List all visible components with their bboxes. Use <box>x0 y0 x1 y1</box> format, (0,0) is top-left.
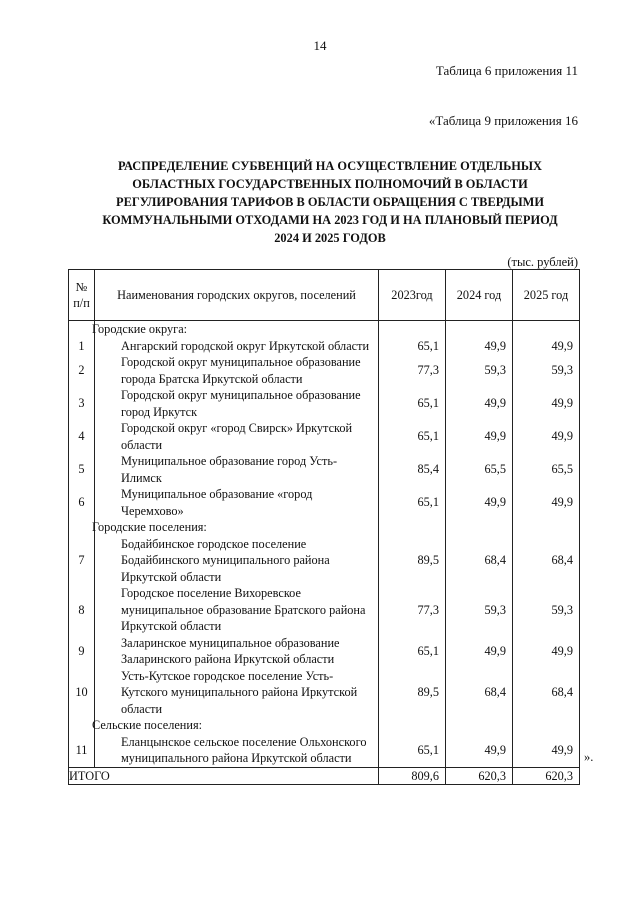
value-2025: 49,9 <box>513 635 580 668</box>
value-2023: 85,4 <box>379 453 446 486</box>
value-2024: 49,9 <box>446 635 513 668</box>
page-number: 14 <box>313 38 327 53</box>
value-2025: 49,9 <box>513 387 580 420</box>
value-2025: 59,3 <box>513 354 580 387</box>
value-2024: 49,9 <box>446 420 513 453</box>
row-name: Бодайбинское городское поселение Бодайбинского муниципального района Иркутской области <box>95 536 379 586</box>
value-2023: 77,3 <box>379 354 446 387</box>
value-2023: 65,1 <box>379 420 446 453</box>
value-2025: 49,9 <box>513 338 580 355</box>
title-line: ОБЛАСТНЫХ ГОСУДАРСТВЕННЫХ ПОЛНОМОЧИЙ В ОБЛАСТИ <box>132 177 528 191</box>
value-2024 <box>446 519 513 536</box>
header-2025: 2025 год <box>513 270 580 321</box>
value-2025 <box>513 321 580 338</box>
row-number: 7 <box>69 536 95 586</box>
value-2024: 68,4 <box>446 536 513 586</box>
value-2024: 59,3 <box>446 354 513 387</box>
row-name: Ангарский городской округ Иркутской области <box>95 338 379 355</box>
table-row <box>69 668 580 718</box>
section-label: Городские поселения: <box>66 519 350 536</box>
table-row <box>69 453 580 486</box>
value-2024 <box>446 321 513 338</box>
value-2023: 65,1 <box>379 635 446 668</box>
row-number: 11 <box>69 734 95 768</box>
value-2025 <box>513 717 580 734</box>
table-row <box>69 420 580 453</box>
row-name: Еланцынское сельское поселение Ольхонского муниципального района Иркутской области <box>95 734 379 768</box>
value-2023 <box>379 321 446 338</box>
value-2024: 49,9 <box>446 387 513 420</box>
value-2025: 49,9 <box>513 734 580 768</box>
table-row <box>69 387 580 420</box>
header-number: № п/п <box>69 270 95 321</box>
units-label: (тыс. рублей) <box>507 255 578 269</box>
value-2023: 89,5 <box>379 668 446 718</box>
table-row <box>69 486 580 519</box>
title-line: РЕГУЛИРОВАНИЯ ТАРИФОВ В ОБЛАСТИ ОБРАЩЕНИЯ С ТВЕРДЫМИ <box>116 195 544 209</box>
value-2025: 49,9 <box>513 420 580 453</box>
table-row <box>69 338 580 355</box>
document-title <box>80 157 580 247</box>
value-2023: 65,1 <box>379 387 446 420</box>
table-row <box>69 635 580 668</box>
value-2024: 49,9 <box>446 734 513 768</box>
section-row <box>69 519 580 536</box>
closing-quote: ». <box>584 750 594 764</box>
value-2025: 49,9 <box>513 486 580 519</box>
title-line: 2024 И 2025 ГОДОВ <box>274 231 386 245</box>
value-2024: 49,9 <box>446 338 513 355</box>
table-reference-6: Таблица 6 приложения 11 <box>435 63 578 78</box>
value-2025: 59,3 <box>513 585 580 635</box>
value-2025: 65,5 <box>513 453 580 486</box>
value-2023: 77,3 <box>379 585 446 635</box>
total-2024: 620,3 <box>446 767 513 785</box>
value-2023 <box>379 519 446 536</box>
row-name: Городское поселение Вихоревское муниципальное образование Братского района Иркутской области <box>95 585 379 635</box>
section-label: Городские округа: <box>66 321 350 338</box>
total-label: ИТОГО <box>69 768 110 783</box>
value-2023 <box>379 717 446 734</box>
row-number: 1 <box>69 338 95 355</box>
row-number: 3 <box>69 387 95 420</box>
title-line: КОММУНАЛЬНЫМИ ОТХОДАМИ НА 2023 ГОД И НА ПЛАНОВЫЙ ПЕРИОД <box>102 213 558 227</box>
value-2023: 65,1 <box>379 734 446 768</box>
total-2023: 809,6 <box>379 767 446 785</box>
row-name: Муниципальное образование город Усть-Илимск <box>95 453 379 486</box>
value-2023: 65,1 <box>379 486 446 519</box>
section-row <box>69 717 580 734</box>
total-2025: 620,3 <box>513 767 580 785</box>
value-2024: 65,5 <box>446 453 513 486</box>
table-reference-9: «Таблица 9 приложения 16 <box>428 113 578 128</box>
table-body <box>69 321 580 768</box>
row-number: 5 <box>69 453 95 486</box>
table-row <box>69 536 580 586</box>
value-2024: 59,3 <box>446 585 513 635</box>
value-2024: 68,4 <box>446 668 513 718</box>
row-name: Заларинское муниципальное образование Заларинского района Иркутской области <box>95 635 379 668</box>
section-row <box>69 321 580 338</box>
table-row <box>69 734 580 768</box>
section-label: Сельские поселения: <box>66 717 350 734</box>
value-2023: 89,5 <box>379 536 446 586</box>
value-2025: 68,4 <box>513 668 580 718</box>
header-2023: 2023год <box>379 270 446 321</box>
row-name: Городской округ «город Свирск» Иркутской области <box>95 420 379 453</box>
table-header-row <box>69 270 580 321</box>
row-number: 4 <box>69 420 95 453</box>
value-2024: 49,9 <box>446 486 513 519</box>
subsidy-table <box>68 269 580 785</box>
header-name: Наименования городских округов, поселений <box>95 270 379 321</box>
row-number: 6 <box>69 486 95 519</box>
row-name: Городской округ муниципальное образование города Братска Иркутской области <box>95 354 379 387</box>
row-name: Муниципальное образование «город Черемхово» <box>95 486 379 519</box>
row-name: Усть-Кутское городское поселение Усть-Кутского муниципального района Иркутской области <box>95 668 379 718</box>
header-2024: 2024 год <box>446 270 513 321</box>
row-number: 8 <box>69 585 95 635</box>
value-2023: 65,1 <box>379 338 446 355</box>
value-2024 <box>446 717 513 734</box>
total-row <box>69 767 580 785</box>
title-line: РАСПРЕДЕЛЕНИЕ СУБВЕНЦИЙ НА ОСУЩЕСТВЛЕНИЕ ОТДЕЛЬНЫХ <box>117 159 543 173</box>
value-2025 <box>513 519 580 536</box>
table-row <box>69 354 580 387</box>
value-2025: 68,4 <box>513 536 580 586</box>
row-name: Городской округ муниципальное образование город Иркутск <box>95 387 379 420</box>
row-number: 9 <box>69 635 95 668</box>
table-row <box>69 585 580 635</box>
row-number: 10 <box>69 668 95 718</box>
row-number: 2 <box>69 354 95 387</box>
